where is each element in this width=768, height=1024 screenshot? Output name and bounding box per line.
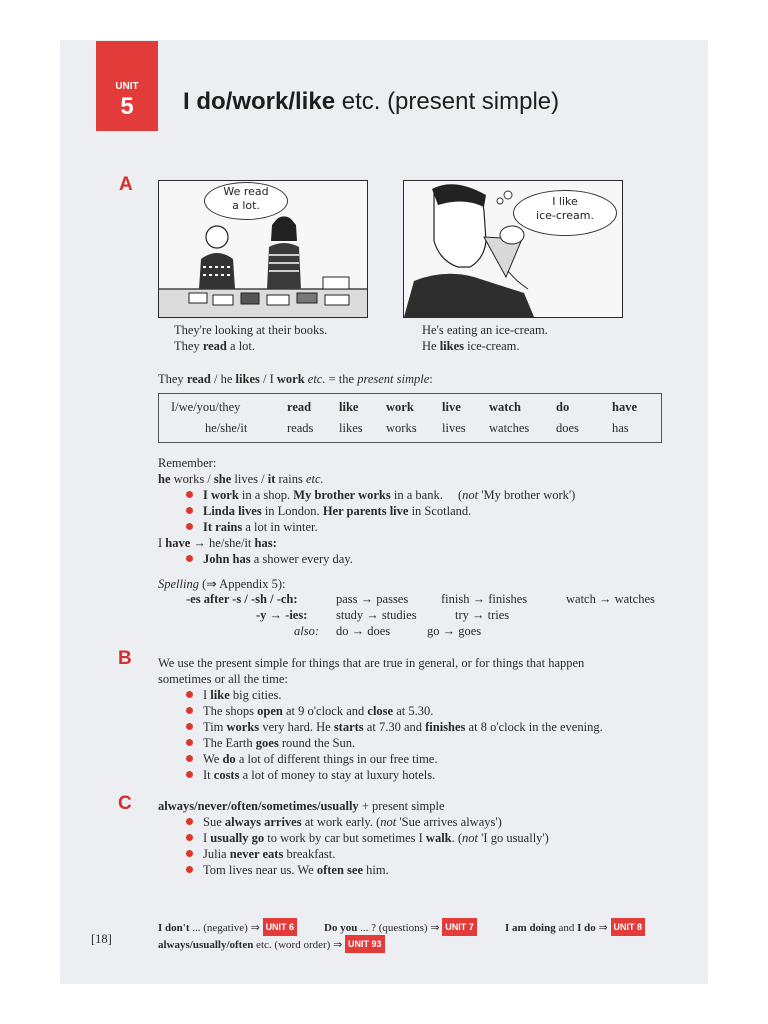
example-a3: It rains a lot in winter. xyxy=(186,519,318,535)
example-c1: Sue always arrives at work early. (not 'Sue arrives always') xyxy=(186,814,502,830)
remember-label: Remember: xyxy=(158,456,217,470)
cross-reference-questions[interactable]: Do you ... ? (questions) ⇒ UNIT 7 xyxy=(324,918,477,936)
thought-bubble-ice-cream: I like ice-cream. xyxy=(513,190,617,236)
spelling-es-1: pass → passes xyxy=(336,592,409,606)
table-cell: does xyxy=(556,421,579,435)
example-b5: We do a lot of different things in our free time. xyxy=(186,751,437,767)
example-c2: I usually go to work by car but sometimes I walk. (not 'I go usually') xyxy=(186,830,549,846)
table-cell: live xyxy=(442,400,461,414)
speech-bubble-reading: We read a lot. xyxy=(204,182,288,220)
bullet-icon xyxy=(186,723,193,730)
spelling-ies-label: -y → -ies: xyxy=(256,608,308,622)
table-cell: read xyxy=(287,400,312,414)
bullet-icon xyxy=(186,491,193,498)
example-b6: It costs a lot of money to stay at luxury hotels. xyxy=(186,767,435,783)
page-number: [18] xyxy=(91,932,112,946)
cross-reference-comparison[interactable]: I am doing and I do ⇒ UNIT 8 xyxy=(505,918,645,936)
spelling-ies-1: study → studies xyxy=(336,608,417,622)
unit-tag[interactable]: UNIT 6 xyxy=(263,918,298,936)
present-simple-intro: They read / he likes / I work etc. = the present simple: xyxy=(158,372,433,386)
bullet-icon xyxy=(186,755,193,762)
have-has-line: I have → he/she/it has: xyxy=(158,536,277,550)
bullet-icon xyxy=(186,523,193,530)
bullet-icon xyxy=(186,818,193,825)
caption-ice-cream: He's eating an ice-cream. He likes ice-cream. xyxy=(422,323,548,353)
cross-reference-word-order[interactable]: always/usually/often etc. (word order) ⇒ UNIT 93 xyxy=(158,935,385,953)
bullet-icon xyxy=(186,555,193,562)
spelling-also-1: do → does xyxy=(336,624,391,638)
example-a1: I work in a shop. My brother works in a bank. (not 'My brother work') xyxy=(186,487,575,503)
section-a-letter: A xyxy=(119,174,133,195)
table-cell: works xyxy=(386,421,417,435)
example-a2: Linda lives in London. Her parents live in Scotland. xyxy=(186,503,471,519)
unit-badge xyxy=(96,41,158,131)
bullet-icon xyxy=(186,739,193,746)
spelling-heading: Spelling (⇒ Appendix 5): xyxy=(158,577,286,591)
table-cell: do xyxy=(556,400,570,414)
section-c-heading: always/never/often/sometimes/usually + present simple xyxy=(158,799,445,813)
section-c-letter: C xyxy=(118,793,132,814)
bullet-icon xyxy=(186,707,193,714)
unit-tag[interactable]: UNIT 7 xyxy=(442,918,477,936)
table-cell: have xyxy=(612,400,637,414)
table-cell: watch xyxy=(489,400,521,414)
table-cell: like xyxy=(339,400,359,414)
table-cell: has xyxy=(612,421,629,435)
example-c3: Julia never eats breakfast. xyxy=(186,846,335,862)
example-b4: The Earth goes round the Sun. xyxy=(186,735,355,751)
bullet-icon xyxy=(186,771,193,778)
bullet-icon xyxy=(186,834,193,841)
remember-line: he works / she lives / it rains etc. xyxy=(158,472,324,486)
conjugation-table xyxy=(158,393,662,443)
example-b1: I like big cities. xyxy=(186,687,281,703)
spelling-ies-2: try → tries xyxy=(455,608,510,622)
table-cell: work xyxy=(386,400,414,414)
unit-number: 5 xyxy=(120,93,134,120)
table-cell: reads xyxy=(287,421,314,435)
spelling-es-2: finish → finishes xyxy=(441,592,528,606)
bullet-icon xyxy=(186,866,193,873)
unit-tag[interactable]: UNIT 93 xyxy=(345,935,385,953)
unit-tag[interactable]: UNIT 8 xyxy=(611,918,646,936)
table-subject: he/she/it xyxy=(205,421,248,435)
caption-reading: They're looking at their books. They read a lot. xyxy=(174,323,328,353)
cross-reference-negative[interactable]: I don't ... (negative) ⇒ UNIT 6 xyxy=(158,918,297,936)
table-cell: watches xyxy=(489,421,530,435)
table-cell: likes xyxy=(339,421,363,435)
example-a4: John has a shower every day. xyxy=(186,551,353,567)
section-b-letter: B xyxy=(118,648,132,669)
spelling-es-label: -es after -s / -sh / -ch: xyxy=(186,592,298,606)
spelling-also-2: go → goes xyxy=(427,624,482,638)
unit-label: UNIT xyxy=(115,81,139,92)
example-c4: Tom lives near us. We often see him. xyxy=(186,862,389,878)
bullet-icon xyxy=(186,507,193,514)
table-cell: lives xyxy=(442,421,466,435)
example-b3: Tim works very hard. He starts at 7.30 and finishes at 8 o'clock in the evening. xyxy=(186,719,603,735)
page-title: I do/work/like etc. (present simple) xyxy=(183,88,560,115)
table-subject: I/we/you/they xyxy=(171,400,241,414)
bullet-icon xyxy=(186,691,193,698)
spelling-also-label: also: xyxy=(294,624,319,638)
bullet-icon xyxy=(186,850,193,857)
section-b-intro: We use the present simple for things that are true in general, or for things that happen sometimes or all the time: xyxy=(158,656,585,686)
example-b2: The shops open at 9 o'clock and close at 5.30. xyxy=(186,703,433,719)
spelling-es-3: watch → watches xyxy=(566,592,655,606)
